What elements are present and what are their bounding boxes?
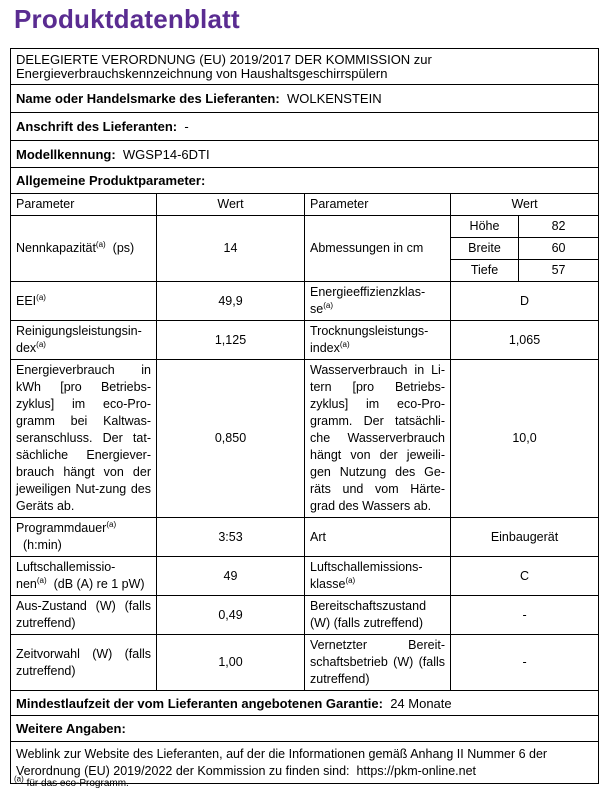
type-value: Einbaugerät: [451, 518, 599, 557]
type-label: Art: [305, 518, 451, 557]
guarantee-label: Mindestlaufzeit der vom Lieferanten angebotenen Garantie:: [16, 695, 383, 711]
cleaning-label: Reinigungsleistungsin-dex: [16, 324, 142, 355]
noise-class-value: C: [451, 557, 599, 596]
height-label: Höhe: [451, 216, 519, 238]
model-row: [11, 141, 599, 168]
further-info-label: Weitere Angaben:: [11, 716, 599, 742]
standby-value: -: [451, 596, 599, 635]
noise-unit: (dB (A) re 1 pW): [53, 577, 145, 591]
footnote-text: für das eco-Programm.: [26, 778, 129, 789]
noise-class-label: Luftschallemissions-klasse: [310, 560, 423, 591]
supplier-name: WOLKENSTEIN: [286, 91, 382, 106]
capacity-label-cell: Nennkapazität$^{(a)}$ (ps): [11, 216, 157, 282]
duration-label: Programmdauer: [16, 521, 107, 535]
duration-unit: (h:min): [22, 538, 62, 552]
capacity-label: Nennkapazität: [16, 241, 96, 255]
spec-table: [10, 48, 599, 784]
weblink-text: Weblink zur Website des Lieferanten, auf der die Informationen gemäß Anhang II Nummer 6 der Verordnung (EU) 2019/2022 der Kommission zu finden sind:: [16, 746, 548, 778]
eei-label-cell: EEI$^{(a)}$: [11, 282, 157, 321]
supplier-address: -: [184, 119, 189, 134]
supplier-name-label: Name oder Handelsmarke des Lieferanten:: [16, 91, 280, 106]
delay-start-value: 1,00: [157, 635, 305, 691]
water-consumption-value: 10,0: [451, 360, 599, 518]
noise-label: Luftschallemissio-nen: [16, 560, 116, 591]
networked-standby-value: -: [451, 635, 599, 691]
width-label: Breite: [451, 238, 519, 260]
height-value: 82: [519, 216, 599, 238]
footnote-marker: (a): [14, 774, 24, 784]
header-parameter-right: Parameter: [305, 194, 451, 216]
duration-value: 3:53: [157, 518, 305, 557]
header-value-right: Wert: [451, 194, 599, 216]
regulation-text: DELEGIERTE VERORDNUNG (EU) 2019/2017 DER KOMMISSION zur Energieverbrauchskennzeichnung von Haushaltsgeschirrspülern: [11, 49, 599, 85]
supplier-address-row: [11, 113, 599, 141]
energy-class-value: D: [451, 282, 599, 321]
networked-standby-label: Vernetzter Bereit-schaftsbetrieb (W) (falls zutreffend): [305, 635, 451, 691]
weblink-url[interactable]: https://pkm-online.net: [356, 763, 476, 778]
drying-label-cell: Trocknungsleistungs-index$^{(a)}$: [305, 321, 451, 360]
footnote: [14, 774, 129, 789]
energy-class-label: Energieeffizienzklas-se: [310, 285, 426, 316]
dimensions-label: Abmessungen in cm: [305, 216, 451, 282]
header-parameter-left: Parameter: [11, 194, 157, 216]
header-value-left: Wert: [157, 194, 305, 216]
off-mode-value: 0,49: [157, 596, 305, 635]
general-params-label: Allgemeine Produktparameter:: [11, 168, 599, 194]
eei-value: 49,9: [157, 282, 305, 321]
model-id: WGSP14-6DTI: [122, 146, 210, 162]
noise-label-cell: Luftschallemissio-nen$^{(a)}$ (dB (A) re 1 pW): [11, 557, 157, 596]
cleaning-label-cell: Reinigungsleistungsin-dex$^{(a)}$: [11, 321, 157, 360]
duration-label-cell: Programmdauer$^{(a)}$ (h:min): [11, 518, 157, 557]
drying-label: Trocknungsleistungs-index: [310, 324, 429, 355]
off-mode-label: Aus-Zustand (W) (falls zutreffend): [11, 596, 157, 635]
energy-class-label-cell: Energieeffizienzklas-$se^{(a)}$: [305, 282, 451, 321]
energy-consumption-label: Energieverbrauch in kWh [pro Betriebs-zyklus] im eco-Pro-gramm bei Kaltwas-seranschluss. Der tat-sächliche Energiever-brauch hängt von der jeweiligen Nut-zung des Geräts ab.: [11, 360, 157, 518]
noise-value: 49: [157, 557, 305, 596]
cleaning-value: 1,125: [157, 321, 305, 360]
eei-label: EEI: [16, 293, 37, 308]
depth-label: Tiefe: [451, 260, 519, 282]
guarantee-row: [11, 691, 599, 716]
capacity-unit: (ps): [112, 241, 135, 255]
noise-class-label-cell: Luftschallemissions-klasse$^{(a)}$: [305, 557, 451, 596]
width-value: 60: [519, 238, 599, 260]
water-consumption-label: Wasserverbrauch in Li-tern [pro Betriebs-zyklus] im eco-Pro-gramm. Der tatsächli-che Wasserverbrauch hängt von der jeweili-gen Nutzung des Ge-räts und vom Härte-grad des Wassers ab.: [305, 360, 451, 518]
supplier-name-row: [11, 85, 599, 113]
supplier-address-label: Anschrift des Lieferanten:: [16, 119, 178, 134]
energy-consumption-value: 0,850: [157, 360, 305, 518]
guarantee-value: 24 Monate: [390, 695, 452, 711]
standby-label: Bereitschaftszustand (W) (falls zutreffend): [305, 596, 451, 635]
drying-value: 1,065: [451, 321, 599, 360]
model-label: Modellkennung:: [16, 146, 116, 162]
delay-start-label: Zeitvorwahl (W) (falls zutreffend): [11, 635, 157, 691]
capacity-value: 14: [157, 216, 305, 282]
depth-value: 57: [519, 260, 599, 282]
page-title: Produktdatenblatt: [14, 4, 240, 34]
